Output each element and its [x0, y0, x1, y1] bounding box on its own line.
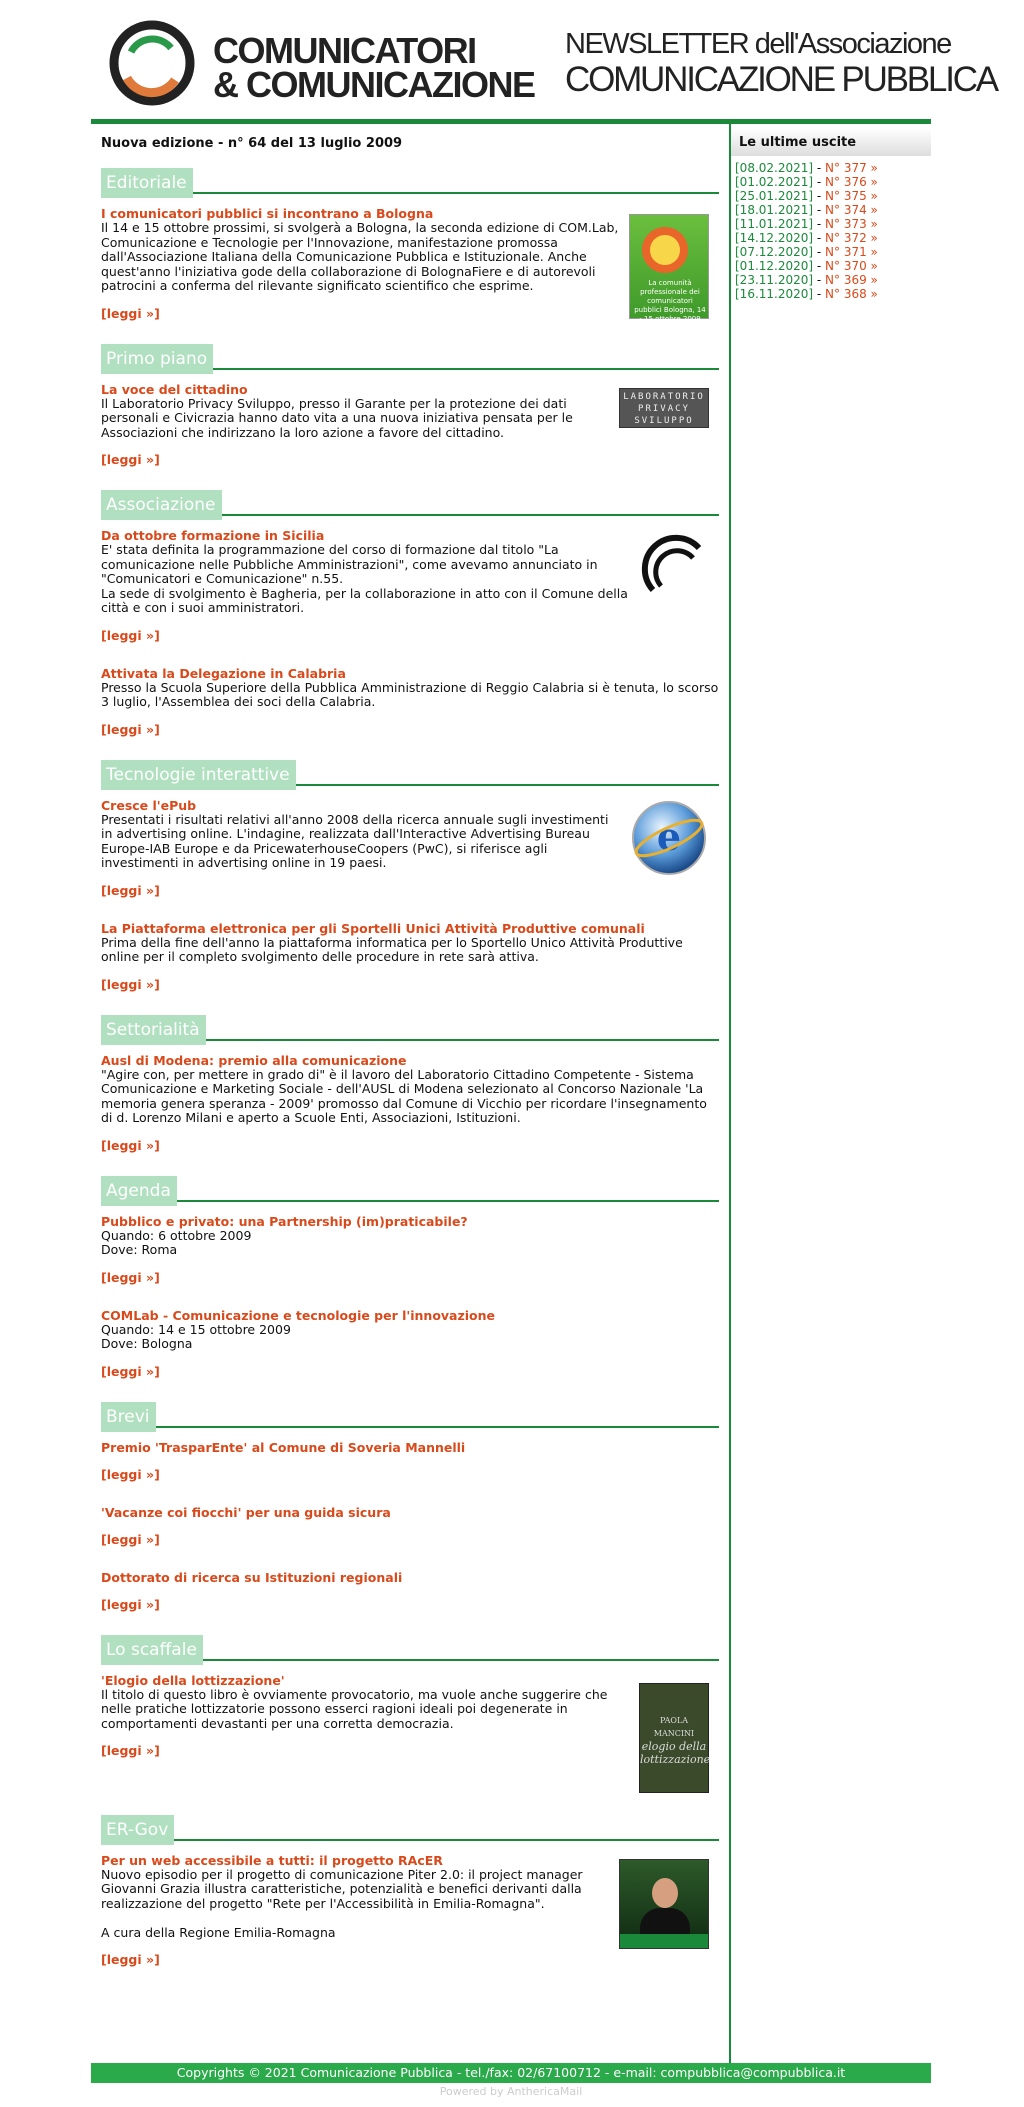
read-more-link[interactable]: [leggi »]: [101, 1952, 160, 1967]
read-more-link[interactable]: [leggi »]: [101, 1531, 160, 1547]
comlab-poster-text: La comunità professionale dei comunicatori pubblici Bologna, 14 - 15 ottobre 2009: [634, 279, 706, 322]
article-title-link[interactable]: Per un web accessibile a tutti: il progetto RAcER: [101, 1852, 443, 1868]
section-title: Brevi: [101, 1402, 156, 1432]
issue-date: [23.11.2020]: [735, 273, 814, 287]
issue-link[interactable]: N° 370 »: [825, 259, 878, 273]
issue-item: [735, 161, 927, 175]
newsletter-header: [91, 0, 997, 124]
newsletter-title-line-2: COMUNICAZIONE PUBBLICA: [565, 60, 997, 99]
section-header: [101, 168, 719, 198]
issue-item: [735, 175, 927, 189]
article-body: Il 14 e 15 ottobre prossimi, si svolgerà a Bologna, la seconda edizione di COM.Lab, Comunicazione e Tecnologie per l'Innovazione, manifestazione promossa dall'Associazione Italiana della Comunicazione Pubblica e Istituzionale. Anche quest'anno l'iniziativa gode della collaborazione di BolognaFiere e di autorevoli patrocini a conferma del rilevante significato scientifico che esprime.: [101, 220, 619, 293]
read-more-link[interactable]: [leggi »]: [101, 976, 160, 992]
article-title-link[interactable]: 'Elogio della lottizzazione': [101, 1672, 285, 1688]
logo-line-2: & COMUNICAZIONE: [213, 64, 535, 105]
article: [101, 921, 719, 993]
issue-separator: -: [813, 287, 826, 301]
section-header: [101, 490, 719, 520]
book-cover-author: PAOLA MANCINI: [653, 1715, 695, 1738]
main-column: [91, 124, 731, 2064]
comlab-poster-image[interactable]: [629, 214, 709, 322]
sidebar-title: Le ultime uscite: [731, 128, 931, 156]
issue-link[interactable]: N° 374 »: [825, 203, 878, 217]
issue-item: [735, 287, 927, 301]
article-title-link[interactable]: La Piattaforma elettronica per gli Sportelli Unici Attività Produttive comunali: [101, 920, 645, 936]
issue-link[interactable]: N° 377 »: [825, 161, 878, 175]
issue-separator: -: [813, 175, 826, 189]
section-brevi: [101, 1402, 719, 1613]
article: [101, 1505, 719, 1548]
issue-item: [735, 259, 927, 273]
association-logo-icon[interactable]: [639, 532, 709, 602]
section-title: ER-Gov: [101, 1815, 174, 1845]
article-title-link[interactable]: Ausl di Modena: premio alla comunicazione: [101, 1052, 407, 1068]
issue-link[interactable]: N° 375 »: [825, 189, 878, 203]
svg-text:e: e: [656, 813, 682, 859]
read-more-link[interactable]: [leggi »]: [101, 721, 160, 737]
issue-date: [16.11.2020]: [735, 287, 814, 301]
article: [101, 1853, 719, 1969]
issue-link[interactable]: N° 373 »: [825, 217, 878, 231]
section-tecnologie-interattive: [101, 760, 719, 993]
article-body: "Agire con, per mettere in grado di" è il lavoro del Laboratorio Cittadino Competente - Sistema Comunicazione e Marketing Sociale - dell'AUSL di Modena selezionato al Concorso Nazionale 'La memoria genera speranza - 2009' promosso dal Comune di Vicchio per ricordare l'insegnamento di d. Lorenzo Milani e aperto a Scuole Enti, Associazioni, Istituzioni.: [101, 1066, 707, 1125]
section-title: Associazione: [101, 490, 222, 520]
article-title-link[interactable]: Dottorato di ricerca su Istituzioni regionali: [101, 1569, 403, 1585]
footer-bar: Copyrights © 2021 Comunicazione Pubblica - tel./fax: 02/67100712 - e-mail: compubblica@compubblica.it: [91, 2063, 931, 2083]
read-more-link[interactable]: [leggi »]: [101, 1466, 160, 1482]
section-associazione: [101, 490, 719, 738]
read-more-link[interactable]: [leggi »]: [101, 1137, 160, 1153]
section-title: Editoriale: [101, 168, 193, 198]
article-body: Prima della fine dell'anno la piattaforma informatica per lo Sportello Unico Attività Produttive online per il completo svolgimento delle procedure in rete sarà attiva.: [101, 934, 683, 964]
article-title-link[interactable]: I comunicatori pubblici si incontrano a Bologna: [101, 206, 434, 221]
issue-item: [735, 273, 927, 287]
article: [101, 206, 719, 322]
presenter-head: [652, 1878, 678, 1908]
section-header: [101, 344, 719, 374]
book-cover-image[interactable]: [639, 1683, 709, 1793]
issue-link[interactable]: N° 376 »: [825, 175, 878, 189]
issue-link[interactable]: N° 368 »: [825, 287, 878, 301]
article: [101, 1673, 719, 1793]
issue-link[interactable]: N° 371 »: [825, 245, 878, 259]
issue-link[interactable]: N° 372 »: [825, 231, 878, 245]
logo-text: [213, 30, 535, 105]
article-title-link[interactable]: Premio 'TrasparEnte' al Comune di Soveria Mannelli: [101, 1439, 466, 1455]
section-rule: [101, 1839, 719, 1841]
read-more-link[interactable]: [leggi »]: [101, 627, 160, 643]
article: [101, 1053, 719, 1154]
section-rule: [101, 1200, 719, 1202]
article-body: Presso la Scuola Superiore della Pubblica Amministrazione di Reggio Calabria si è tenuta, lo scorso 3 luglio, l'Assemblea dei soci della Calabria.: [101, 679, 719, 709]
issue-date: [18.01.2021]: [735, 203, 814, 217]
presenter-body: [640, 1908, 690, 1934]
read-more-link[interactable]: [leggi »]: [101, 1269, 160, 1285]
powered-by-text: Powered by AnthericaMail: [439, 2085, 583, 2098]
issue-separator: -: [813, 245, 826, 259]
video-thumbnail-image[interactable]: [619, 1859, 709, 1949]
article-body: Il Laboratorio Privacy Sviluppo, presso il Garante per la protezione dei dati personali e Civicrazia hanno dato vita a una nuova iniziativa pensata per le Associazioni che indirizzano la loro azione a favore del cittadino.: [101, 395, 573, 440]
article: [101, 1214, 719, 1286]
section-title: Settorialità: [101, 1015, 206, 1045]
sidebar: [731, 128, 931, 306]
article: [101, 798, 719, 899]
issue-separator: -: [813, 231, 826, 245]
article: [101, 1440, 719, 1483]
issue-item: [735, 231, 927, 245]
logo-mark-icon: [109, 18, 195, 108]
read-more-link[interactable]: [leggi »]: [101, 452, 160, 467]
article-title-link[interactable]: 'Vacanze coi fiocchi' per una guida sicura: [101, 1504, 391, 1520]
section-rule: [101, 192, 719, 194]
article: [101, 666, 719, 738]
article: [101, 382, 719, 469]
article-title-link[interactable]: Da ottobre formazione in Sicilia: [101, 528, 325, 543]
issue-item: [735, 217, 927, 231]
issue-separator: -: [813, 217, 826, 231]
article-title-link[interactable]: Pubblico e privato: una Partnership (im)praticabile?: [101, 1213, 468, 1229]
article-body: E' stata definita la programmazione del corso di formazione dal titolo "La comunicazione nelle Pubbliche Amministrazioni", come avevamo annunciato in "Comunicatori e Comunicazione" n.55. La sede di svolgimento è Bagheria, per la collaborazione in atto con il Comune della città e con i suoi amministratori.: [101, 542, 628, 615]
section-agenda: [101, 1176, 719, 1380]
section-settorialita: [101, 1015, 719, 1154]
issue-date: [01.12.2020]: [735, 259, 814, 273]
article-title-link[interactable]: Attivata la Delegazione in Calabria: [101, 665, 346, 681]
article: [101, 1570, 719, 1613]
book-cover-title: elogio della lottizzazione: [640, 1739, 711, 1766]
issue-separator: -: [813, 273, 826, 287]
section-rule: [101, 1426, 719, 1428]
section-header: [101, 1176, 719, 1206]
issue-date: [08.02.2021]: [735, 161, 814, 175]
section-header: [101, 1402, 719, 1432]
read-more-link[interactable]: [leggi »]: [101, 305, 160, 321]
section-primo-piano: [101, 344, 719, 469]
issue-date: [14.12.2020]: [735, 231, 814, 245]
internet-explorer-icon[interactable]: [629, 798, 709, 878]
issue-separator: -: [813, 259, 826, 273]
article-body: Quando: 14 e 15 ottobre 2009 Dove: Bologna: [101, 1321, 291, 1351]
privacy-logo-line-1: LABORATORIO: [623, 391, 705, 402]
logo-line-1: COMUNICATORI: [213, 30, 476, 71]
issue-item: [735, 245, 927, 259]
article-title-link[interactable]: La voce del cittadino: [101, 381, 248, 397]
laboratorio-privacy-logo[interactable]: [619, 388, 709, 428]
video-caption-bar: [620, 1934, 708, 1948]
issue-link[interactable]: N° 369 »: [825, 273, 878, 287]
section-title: Agenda: [101, 1176, 177, 1206]
read-more-link[interactable]: [leggi »]: [101, 1363, 160, 1379]
issue-date: [01.02.2021]: [735, 175, 814, 189]
issue-item: [735, 189, 927, 203]
article-body: Quando: 6 ottobre 2009 Dove: Roma: [101, 1227, 252, 1257]
issue-date: [11.01.2021]: [735, 217, 814, 231]
section-title: Primo piano: [101, 344, 213, 374]
privacy-logo-line-2: PRIVACY: [638, 403, 690, 414]
issue-list: [731, 156, 931, 306]
section-header: [101, 1635, 719, 1665]
read-more-link[interactable]: [leggi »]: [101, 1743, 160, 1758]
section-title: Lo scaffale: [101, 1635, 203, 1665]
section-lo-scaffale: [101, 1635, 719, 1793]
section-er-gov: [101, 1815, 719, 1969]
issue-separator: -: [813, 161, 826, 175]
comlab-logo-icon: [642, 227, 688, 273]
issue-date: [07.12.2020]: [735, 245, 814, 259]
issue-date: [25.01.2021]: [735, 189, 814, 203]
article-body: Presentati i risultati relativi all'anno 2008 della ricerca annuale sugli investimenti in advertising online. L'indagine, realizzata dall'Interactive Advertising Bureau Europe-IAB Europe e da PricewaterhouseCoopers (PwC), si riferisce agli investimenti in advertising online in 19 paesi.: [101, 811, 609, 870]
section-editoriale: [101, 168, 719, 322]
read-more-link[interactable]: [leggi »]: [101, 1596, 160, 1612]
article: [101, 1308, 719, 1380]
edition-heading: Nuova edizione - n° 64 del 13 luglio 2009: [101, 136, 403, 151]
privacy-logo-line-3: SVILUPPO: [634, 415, 694, 426]
section-title: Tecnologie interattive: [101, 760, 296, 790]
article-title-link[interactable]: COMLab - Comunicazione e tecnologie per l'innovazione: [101, 1307, 496, 1323]
issue-item: [735, 203, 927, 217]
issue-separator: -: [813, 189, 826, 203]
section-header: [101, 760, 719, 790]
read-more-link[interactable]: [leggi »]: [101, 882, 160, 898]
article-title-link[interactable]: Cresce l'ePub: [101, 797, 197, 813]
newsletter-title-line-1: NEWSLETTER dell'Associazione: [565, 28, 951, 60]
article-body: Nuovo episodio per il progetto di comunicazione Piter 2.0: il project manager Giovanni Grazia illustra caratteristiche, potenzialità e benefici derivanti dalla realizzazione del progetto "Rete per l'Accessibilità in Emilia-Romagna". A cura della Regione Emilia-Romagna: [101, 1866, 583, 1940]
article: [101, 528, 719, 644]
section-header: [101, 1015, 719, 1045]
issue-separator: -: [813, 203, 826, 217]
article-body: Il titolo di questo libro è ovviamente provocatorio, ma vuole anche suggerire che nelle pratiche lottizzatorie possono esserci ragioni ideali poi degenerate in comportamenti devastanti per una corretta democrazia.: [101, 1686, 608, 1731]
section-header: [101, 1815, 719, 1845]
